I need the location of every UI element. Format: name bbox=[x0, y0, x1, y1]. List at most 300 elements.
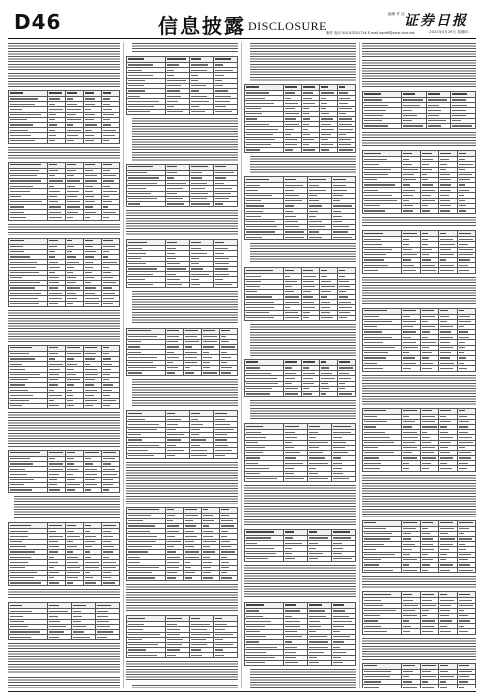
cell-text-mark bbox=[428, 105, 439, 106]
cell-text-mark bbox=[309, 558, 318, 559]
cell-text-mark bbox=[67, 541, 74, 542]
cell-text-mark bbox=[191, 455, 207, 456]
cell-text-mark bbox=[167, 346, 179, 347]
table-cell bbox=[283, 476, 307, 481]
cell-text-mark bbox=[85, 405, 93, 406]
cell-text-mark bbox=[440, 468, 451, 469]
cell-text-mark bbox=[103, 469, 115, 470]
cell-text-mark bbox=[422, 549, 434, 550]
cell-text-mark bbox=[167, 367, 178, 368]
cell-text-mark bbox=[85, 104, 95, 105]
cell-text-mark bbox=[185, 357, 198, 358]
cell-text-mark bbox=[203, 546, 210, 547]
cell-text-mark bbox=[67, 135, 78, 136]
cell-text-mark bbox=[67, 572, 81, 573]
cell-text-mark bbox=[67, 577, 78, 578]
text-block bbox=[126, 462, 238, 504]
cell-text-mark bbox=[203, 541, 216, 542]
cell-text-mark bbox=[49, 114, 56, 115]
cell-text-mark bbox=[67, 298, 77, 299]
cell-text-mark bbox=[309, 641, 328, 642]
section-title: 信息披露 bbox=[158, 14, 246, 38]
cell-text-mark bbox=[191, 58, 201, 59]
cell-text-mark bbox=[10, 452, 40, 453]
cell-text-mark bbox=[309, 452, 324, 453]
cell-text-mark bbox=[191, 434, 199, 435]
cell-text-mark bbox=[10, 140, 35, 141]
cell-text-mark bbox=[422, 437, 430, 438]
cell-text-mark bbox=[97, 616, 108, 617]
cell-text-mark bbox=[403, 265, 414, 266]
cell-text-mark bbox=[221, 520, 233, 521]
cell-text-mark bbox=[49, 384, 59, 385]
cell-text-mark bbox=[309, 647, 328, 648]
cell-text-mark bbox=[203, 567, 211, 568]
cell-text-mark bbox=[339, 317, 347, 318]
cell-text-mark bbox=[128, 424, 159, 425]
cell-text-mark bbox=[215, 70, 233, 71]
cell-text-mark bbox=[339, 361, 350, 362]
text-block bbox=[8, 43, 120, 70]
cell-text-mark bbox=[422, 210, 430, 211]
cell-text-mark bbox=[10, 458, 30, 459]
cell-text-mark bbox=[10, 293, 41, 294]
cell-text-mark bbox=[459, 169, 466, 170]
text-block bbox=[132, 118, 238, 161]
cell-text-mark bbox=[128, 362, 153, 363]
text-block bbox=[126, 661, 238, 682]
cell-text-mark bbox=[215, 455, 225, 456]
cell-text-mark bbox=[128, 557, 140, 558]
cell-text-mark bbox=[10, 92, 23, 93]
table-cell bbox=[439, 685, 457, 688]
cell-text-mark bbox=[403, 681, 411, 682]
cell-text-mark bbox=[422, 331, 431, 332]
table-cell bbox=[127, 575, 166, 580]
cell-text-mark bbox=[185, 525, 197, 526]
cell-text-mark bbox=[167, 577, 177, 578]
cell-text-mark bbox=[309, 657, 317, 658]
table-cell bbox=[165, 453, 189, 458]
cell-text-mark bbox=[403, 316, 410, 317]
cell-text-mark bbox=[103, 536, 113, 537]
cell-text-mark bbox=[285, 636, 302, 637]
cell-text-mark bbox=[246, 610, 259, 611]
data-table bbox=[126, 410, 238, 459]
cell-text-mark bbox=[85, 293, 95, 294]
cell-text-mark bbox=[303, 302, 314, 303]
cell-text-mark bbox=[333, 657, 341, 658]
cell-text-mark bbox=[103, 246, 115, 247]
cell-text-mark bbox=[459, 457, 472, 458]
cell-text-mark bbox=[459, 533, 465, 534]
table-row bbox=[127, 453, 238, 458]
table-cell bbox=[451, 123, 476, 128]
cell-text-mark bbox=[215, 629, 225, 630]
cell-text-mark bbox=[85, 531, 91, 532]
cell-text-mark bbox=[103, 379, 109, 380]
cell-text-mark bbox=[403, 528, 416, 529]
cell-text-mark bbox=[246, 662, 265, 663]
cell-text-mark bbox=[49, 458, 55, 459]
cell-text-mark bbox=[67, 186, 75, 187]
cell-text-mark bbox=[364, 120, 382, 121]
cell-text-mark bbox=[215, 242, 224, 243]
cell-text-mark bbox=[49, 525, 62, 526]
cell-text-mark bbox=[67, 170, 76, 171]
cell-text-mark bbox=[221, 562, 229, 563]
cell-text-mark bbox=[167, 450, 184, 451]
cell-text-mark bbox=[364, 159, 387, 160]
cell-text-mark bbox=[49, 605, 59, 606]
cell-text-mark bbox=[422, 337, 428, 338]
cell-text-mark bbox=[85, 272, 92, 273]
cell-text-mark bbox=[10, 256, 30, 257]
cell-text-mark bbox=[364, 210, 385, 211]
cell-text-mark bbox=[67, 164, 76, 165]
cell-text-mark bbox=[422, 153, 432, 154]
cell-text-mark bbox=[10, 358, 35, 359]
cell-text-mark bbox=[403, 233, 417, 234]
cell-text-mark bbox=[422, 421, 436, 422]
cell-text-mark bbox=[67, 191, 79, 192]
cell-text-mark bbox=[103, 191, 117, 192]
cell-text-mark bbox=[49, 104, 56, 105]
cell-text-mark bbox=[128, 629, 143, 630]
cell-text-mark bbox=[103, 114, 114, 115]
cell-text-mark bbox=[309, 190, 327, 191]
cell-text-mark bbox=[309, 463, 328, 464]
cell-text-mark bbox=[10, 196, 21, 197]
table-cell bbox=[165, 282, 189, 287]
cell-text-mark bbox=[246, 190, 258, 191]
cell-text-mark bbox=[128, 64, 153, 65]
cell-text-mark bbox=[221, 509, 229, 510]
column-4 bbox=[362, 42, 476, 688]
data-table bbox=[362, 308, 476, 372]
cell-text-mark bbox=[10, 267, 36, 268]
cell-text-mark bbox=[191, 634, 210, 635]
cell-text-mark bbox=[128, 434, 141, 435]
cell-text-mark bbox=[49, 474, 60, 475]
cell-text-mark bbox=[103, 186, 110, 187]
cell-text-mark bbox=[85, 474, 97, 475]
cell-text-mark bbox=[285, 237, 304, 238]
cell-text-mark bbox=[203, 531, 213, 532]
table-cell bbox=[426, 123, 451, 128]
cell-text-mark bbox=[364, 265, 388, 266]
cell-text-mark bbox=[128, 274, 153, 275]
cell-text-mark bbox=[103, 130, 116, 131]
cell-text-mark bbox=[403, 410, 417, 411]
cell-text-mark bbox=[246, 312, 269, 313]
cell-text-mark bbox=[85, 400, 97, 401]
cell-text-mark bbox=[403, 687, 416, 688]
table-cell bbox=[457, 209, 475, 214]
cell-text-mark bbox=[221, 346, 235, 347]
data-table bbox=[8, 522, 120, 586]
cell-text-mark bbox=[321, 118, 334, 119]
cell-text-mark bbox=[103, 551, 113, 552]
cell-text-mark bbox=[303, 307, 315, 308]
cell-text-mark bbox=[403, 463, 409, 464]
cell-text-mark bbox=[303, 129, 308, 130]
cell-text-mark bbox=[103, 217, 109, 218]
cell-text-mark bbox=[10, 282, 40, 283]
cell-text-mark bbox=[167, 424, 179, 425]
cell-text-mark bbox=[422, 533, 431, 534]
cell-text-mark bbox=[364, 174, 388, 175]
cell-text-mark bbox=[128, 284, 153, 285]
cell-text-mark bbox=[364, 321, 392, 322]
cell-text-mark bbox=[285, 478, 304, 479]
cell-text-mark bbox=[49, 369, 60, 370]
text-block bbox=[244, 485, 356, 526]
cell-text-mark bbox=[49, 267, 60, 268]
table-cell bbox=[245, 235, 284, 240]
cell-text-mark bbox=[303, 124, 309, 125]
data-table bbox=[126, 328, 238, 377]
data-table bbox=[126, 239, 238, 288]
data-table bbox=[8, 602, 120, 640]
cell-text-mark bbox=[285, 139, 297, 140]
cell-text-mark bbox=[85, 541, 95, 542]
cell-text-mark bbox=[128, 166, 153, 167]
table-cell bbox=[47, 403, 65, 408]
cell-text-mark bbox=[49, 626, 66, 627]
cell-text-mark bbox=[459, 368, 468, 369]
cell-text-mark bbox=[333, 473, 343, 474]
cell-text-mark bbox=[422, 665, 437, 666]
cell-text-mark bbox=[10, 557, 31, 558]
table-cell bbox=[189, 282, 213, 287]
cell-text-mark bbox=[440, 559, 446, 560]
cell-text-mark bbox=[215, 424, 230, 425]
cell-text-mark bbox=[364, 559, 381, 560]
cell-text-mark bbox=[85, 98, 95, 99]
data-table bbox=[8, 162, 120, 221]
cell-text-mark bbox=[128, 567, 159, 568]
cell-text-mark bbox=[49, 119, 56, 120]
cell-text-mark bbox=[49, 196, 58, 197]
cell-text-mark bbox=[364, 463, 381, 464]
cell-text-mark bbox=[128, 193, 151, 194]
data-table bbox=[362, 150, 476, 214]
cell-text-mark bbox=[185, 567, 191, 568]
cell-text-mark bbox=[403, 120, 412, 121]
cell-text-mark bbox=[321, 383, 329, 384]
cell-text-mark bbox=[246, 626, 265, 627]
contact-line: 制作 电话 010-83251716 E-mail:zqrb9@zqrb.sina.net bbox=[326, 31, 415, 35]
cell-text-mark bbox=[103, 98, 110, 99]
cell-text-mark bbox=[67, 114, 76, 115]
cell-text-mark bbox=[67, 452, 76, 453]
cell-text-mark bbox=[303, 393, 312, 394]
cell-text-mark bbox=[85, 196, 94, 197]
cell-text-mark bbox=[309, 432, 318, 433]
cell-text-mark bbox=[128, 70, 142, 71]
cell-text-mark bbox=[185, 577, 192, 578]
cell-text-mark bbox=[246, 302, 274, 303]
cell-text-mark bbox=[49, 541, 58, 542]
cell-text-mark bbox=[191, 90, 199, 91]
cell-text-mark bbox=[246, 118, 257, 119]
cell-text-mark bbox=[49, 631, 64, 632]
cell-text-mark bbox=[167, 101, 178, 102]
cell-text-mark bbox=[285, 373, 296, 374]
cell-text-mark bbox=[459, 681, 469, 682]
cell-text-mark bbox=[185, 557, 199, 558]
cell-text-mark bbox=[422, 363, 433, 364]
cell-text-mark bbox=[321, 373, 332, 374]
cell-text-mark bbox=[191, 203, 211, 204]
cell-text-mark bbox=[422, 554, 428, 555]
cell-text-mark bbox=[303, 113, 309, 114]
cell-text-mark bbox=[246, 378, 277, 379]
cell-text-mark bbox=[85, 206, 93, 207]
cell-text-mark bbox=[103, 256, 108, 257]
cell-text-mark bbox=[422, 352, 432, 353]
cell-text-mark bbox=[321, 307, 330, 308]
table-cell bbox=[457, 268, 475, 273]
cell-text-mark bbox=[246, 113, 262, 114]
cell-text-mark bbox=[339, 378, 351, 379]
cell-text-mark bbox=[321, 388, 329, 389]
cell-text-mark bbox=[459, 244, 469, 245]
cell-text-mark bbox=[403, 205, 413, 206]
cell-text-mark bbox=[364, 564, 379, 565]
cell-text-mark bbox=[246, 553, 276, 554]
data-table bbox=[8, 238, 120, 307]
cell-text-mark bbox=[49, 170, 58, 171]
data-table bbox=[244, 423, 356, 482]
cell-text-mark bbox=[422, 310, 434, 311]
cell-text-mark bbox=[85, 567, 100, 568]
cell-text-mark bbox=[191, 413, 200, 414]
cell-text-mark bbox=[215, 649, 223, 650]
cell-text-mark bbox=[49, 109, 63, 110]
cell-text-mark bbox=[321, 296, 327, 297]
cell-text-mark bbox=[167, 336, 179, 337]
cell-text-mark bbox=[459, 352, 465, 353]
cell-text-mark bbox=[364, 310, 387, 311]
cell-text-mark bbox=[191, 242, 201, 243]
cell-text-mark bbox=[103, 347, 109, 348]
cell-text-mark bbox=[128, 352, 141, 353]
cell-text-mark bbox=[459, 179, 470, 180]
cell-text-mark bbox=[403, 352, 409, 353]
cell-text-mark bbox=[103, 170, 110, 171]
text-block bbox=[250, 324, 356, 356]
cell-text-mark bbox=[403, 331, 416, 332]
cell-text-mark bbox=[167, 258, 176, 259]
cell-text-mark bbox=[215, 445, 228, 446]
cell-text-mark bbox=[285, 98, 291, 99]
cell-text-mark bbox=[167, 372, 175, 373]
cell-text-mark bbox=[364, 249, 392, 250]
cell-text-mark bbox=[321, 144, 333, 145]
cell-text-mark bbox=[459, 174, 472, 175]
cell-text-mark bbox=[459, 331, 468, 332]
cell-text-mark bbox=[440, 610, 450, 611]
cell-text-mark bbox=[10, 262, 37, 263]
cell-text-mark bbox=[403, 631, 409, 632]
cell-text-mark bbox=[246, 179, 269, 180]
data-table bbox=[8, 90, 120, 144]
cell-text-mark bbox=[10, 567, 25, 568]
table-cell bbox=[331, 235, 355, 240]
cell-text-mark bbox=[85, 489, 91, 490]
cell-text-mark bbox=[97, 605, 111, 606]
cell-text-mark bbox=[285, 124, 299, 125]
table-cell bbox=[65, 215, 83, 220]
table-cell bbox=[439, 629, 457, 634]
cell-text-mark bbox=[422, 316, 436, 317]
cell-text-mark bbox=[215, 258, 229, 259]
cell-text-mark bbox=[49, 175, 55, 176]
table-cell bbox=[439, 268, 457, 273]
cell-text-mark bbox=[321, 361, 326, 362]
column-divider bbox=[123, 42, 124, 688]
cell-text-mark bbox=[333, 631, 340, 632]
cell-text-mark bbox=[364, 115, 383, 116]
table-cell bbox=[457, 466, 475, 471]
cell-text-mark bbox=[339, 302, 351, 303]
table-cell bbox=[363, 209, 402, 214]
cell-text-mark bbox=[422, 321, 429, 322]
cell-text-mark bbox=[452, 93, 466, 94]
cell-text-mark bbox=[10, 525, 31, 526]
cell-text-mark bbox=[85, 536, 96, 537]
table-cell bbox=[420, 209, 438, 214]
cell-text-mark bbox=[403, 259, 410, 260]
cell-text-mark bbox=[191, 655, 202, 656]
table-cell bbox=[363, 629, 402, 634]
cell-text-mark bbox=[459, 676, 470, 677]
cell-text-mark bbox=[440, 463, 447, 464]
cell-text-mark bbox=[364, 239, 381, 240]
cell-text-mark bbox=[364, 184, 395, 185]
cell-text-mark bbox=[246, 558, 268, 559]
cell-text-mark bbox=[285, 662, 298, 663]
cell-text-mark bbox=[246, 276, 261, 277]
cell-text-mark bbox=[67, 119, 81, 120]
cell-text-mark bbox=[246, 149, 260, 150]
cell-text-mark bbox=[103, 479, 113, 480]
cell-text-mark bbox=[85, 186, 94, 187]
cell-text-mark bbox=[85, 384, 94, 385]
table-cell bbox=[65, 301, 83, 306]
cell-text-mark bbox=[422, 447, 435, 448]
table-cell bbox=[283, 148, 301, 153]
cell-text-mark bbox=[191, 649, 201, 650]
cell-text-mark bbox=[49, 246, 58, 247]
cell-text-mark bbox=[459, 357, 466, 358]
table-cell bbox=[420, 685, 438, 688]
cell-text-mark bbox=[103, 262, 117, 263]
cell-text-mark bbox=[403, 110, 411, 111]
cell-text-mark bbox=[459, 626, 465, 627]
table-cell bbox=[245, 391, 284, 396]
cell-text-mark bbox=[67, 262, 79, 263]
cell-text-mark bbox=[128, 183, 157, 184]
table-cell bbox=[457, 685, 475, 688]
cell-text-mark bbox=[103, 405, 110, 406]
cell-text-mark bbox=[309, 531, 317, 532]
cell-text-mark bbox=[167, 546, 175, 547]
cell-text-mark bbox=[128, 639, 142, 640]
cell-text-mark bbox=[167, 639, 183, 640]
